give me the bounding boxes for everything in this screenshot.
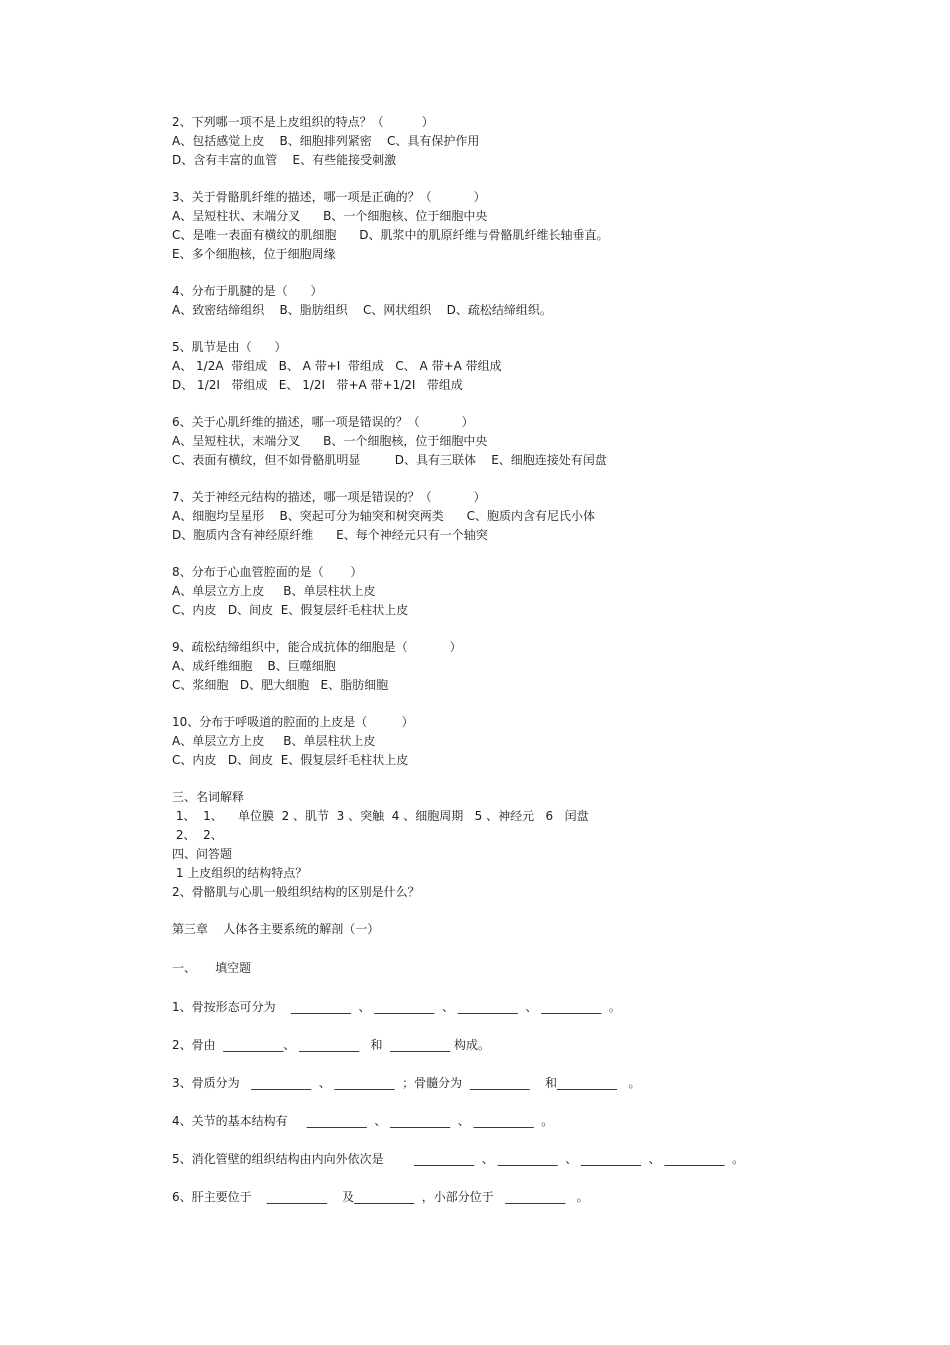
options-line: A、细胞均呈星形 B、突起可分为轴突和树突两类 C、胞质内含有尼氏小体 [172, 509, 595, 523]
qa-question: 1 上皮组织的结构特点？ [172, 866, 308, 880]
section-terms [172, 788, 872, 845]
terms-line: 1、 1、 单位膜 2 、肌节 3 、突触 4 、细胞周期 5 、神经元 6 闰盘 [172, 809, 589, 823]
options-line: A、呈短柱状，末端分叉 B、一个细胞核，位于细胞中央 [172, 434, 488, 448]
section-qa [172, 845, 872, 902]
question-7 [172, 488, 872, 545]
question-text: 5、肌节是由（ ） [172, 340, 287, 354]
fill-blank-question: 5、消化管壁的组织结构由内向外依次是 __________ 、 __________ 、 __________ 、 __________ 。 [172, 1152, 745, 1166]
question-6 [172, 413, 872, 470]
fill-blank-question: 3、骨质分为 __________ 、 __________ ；骨髓分为 __________ 和__________ 。 [172, 1076, 641, 1090]
section-title: 四、问答题 [172, 847, 233, 861]
qa-question: 2、骨骼肌与心肌一般组织结构的区别是什么？ [172, 885, 420, 899]
question-8 [172, 563, 872, 620]
question-3 [172, 188, 872, 264]
options-line: A、单层立方上皮 B、单层柱状上皮 [172, 734, 376, 748]
options-line: A、成纤维细胞 B、巨噬细胞 [172, 659, 336, 673]
fill-blank-question: 4、关节的基本结构有 __________ 、 __________ 、 __________ 。 [172, 1114, 554, 1128]
options-line: C、内皮 D、间皮 E、假复层纤毛柱状上皮 [172, 603, 409, 617]
question-text: 9、疏松结缔组织中，能合成抗体的细胞是（ ） [172, 640, 462, 654]
chapter-subtitle: 一、 填空题 [172, 961, 252, 975]
question-text: 3、关于骨骼肌纤维的描述，哪一项是正确的？（ ） [172, 190, 486, 204]
options-line: C、内皮 D、间皮 E、假复层纤毛柱状上皮 [172, 753, 409, 767]
options-line: D、 1/2I 带组成 E、 1/2I 带+A 带+1/2I 带组成 [172, 378, 463, 392]
question-9 [172, 638, 872, 695]
question-2 [172, 113, 872, 170]
options-line: A、包括感觉上皮 B、细胞排列紧密 C、具有保护作用 [172, 134, 480, 148]
options-line: E、多个细胞核，位于细胞周缘 [172, 247, 336, 261]
question-10 [172, 713, 872, 770]
options-line: C、表面有横纹，但不如骨骼肌明显 D、具有三联体 E、细胞连接处有闰盘 [172, 453, 607, 467]
question-text: 7、关于神经元结构的描述，哪一项是错误的？（ ） [172, 490, 486, 504]
options-line: A、致密结缔组织 B、脂肪组织 C、网状组织 D、疏松结缔组织。 [172, 303, 552, 317]
options-line: D、含有丰富的血管 E、有些能接受刺激 [172, 153, 397, 167]
question-text: 10、分布于呼吸道的腔面的上皮是（ ） [172, 715, 414, 729]
fill-blank-list [172, 998, 872, 1207]
chapter-title: 第三章 人体各主要系统的解剖（一） [172, 922, 380, 936]
question-text: 8、分布于心血管腔面的是（ ） [172, 565, 363, 579]
options-line: C、是唯一表面有横纹的肌细胞 D、肌浆中的肌原纤维与骨骼肌纤维长轴垂直。 [172, 228, 609, 242]
fill-blank-question: 1、骨按形态可分为 __________ 、 __________ 、 __________ 、 __________ 。 [172, 1000, 621, 1014]
question-5 [172, 338, 872, 395]
terms-line: 2、 2、 [172, 828, 223, 842]
question-4 [172, 282, 872, 320]
question-text: 6、关于心肌纤维的描述，哪一项是错误的？（ ） [172, 415, 474, 429]
fill-blank-question: 6、肝主要位于 __________ 及__________ ，小部分位于 __________ 。 [172, 1190, 589, 1204]
options-line: A、单层立方上皮 B、单层柱状上皮 [172, 584, 376, 598]
section-title: 三、名词解释 [172, 790, 245, 804]
options-line: A、呈短柱状、末端分叉 B、一个细胞核、位于细胞中央 [172, 209, 488, 223]
fill-blank-question: 2、骨由 __________、 __________ 和 __________ 构成。 [172, 1038, 490, 1052]
question-text: 2、下列哪一项不是上皮组织的特点？（ ） [172, 115, 434, 129]
document-page [172, 113, 872, 1226]
options-line: D、胞质内含有神经原纤维 E、每个神经元只有一个轴突 [172, 528, 488, 542]
options-line: A、 1/2A 带组成 B、 A 带+I 带组成 C、 A 带+A 带组成 [172, 359, 502, 373]
options-line: C、浆细胞 D、肥大细胞 E、脂肪细胞 [172, 678, 389, 692]
question-text: 4、分布于肌腱的是（ ） [172, 284, 323, 298]
